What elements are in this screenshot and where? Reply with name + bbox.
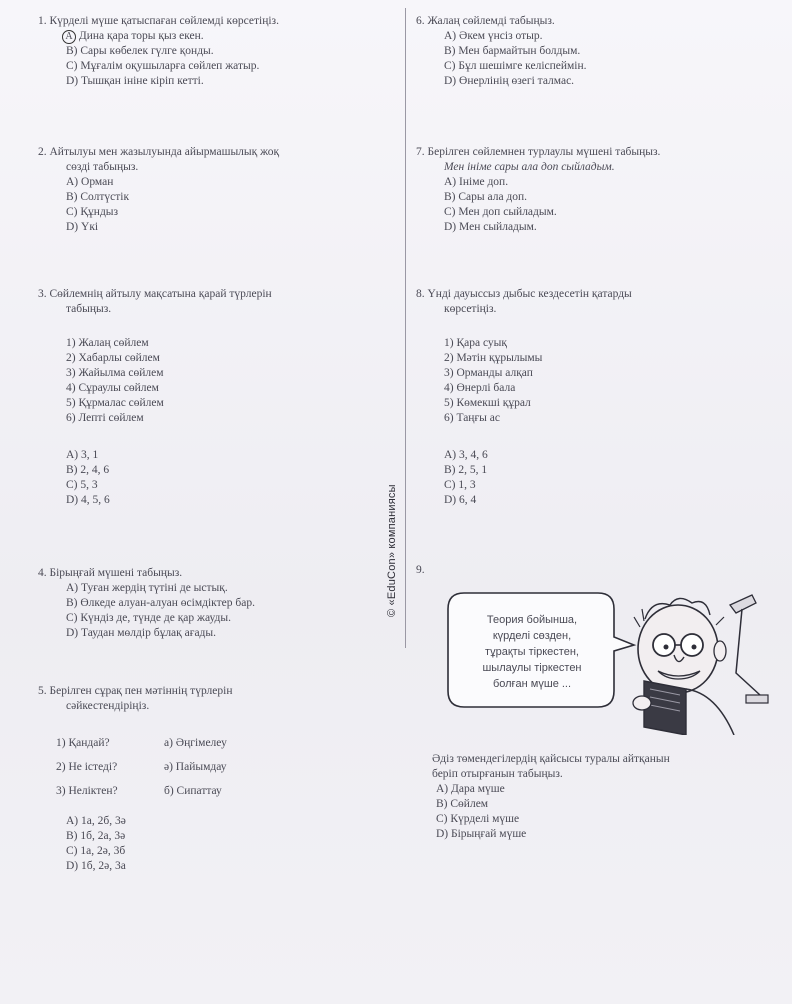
question-3-text-cont: табыңыз.	[66, 303, 112, 315]
question-9-option-d[interactable]: D) Бірыңғай мүше	[436, 828, 527, 840]
question-1-option-a[interactable]	[38, 29, 279, 44]
question-3-item: 3) Жайылма сөйлем	[66, 367, 164, 379]
question-9	[416, 563, 425, 578]
question-7-example: Мен інімe сары ала доп сыйладым.	[444, 161, 615, 173]
question-6	[416, 14, 587, 89]
question-7-option-a[interactable]: А) Інімe доп.	[444, 176, 509, 188]
question-5-option-c[interactable]: С) 1а, 2ә, 3б	[66, 845, 126, 857]
match-right: б) Сипаттау	[164, 785, 222, 797]
match-row	[38, 784, 233, 799]
question-3-item: 1) Жалаң сөйлем	[66, 337, 149, 349]
question-8	[416, 287, 632, 508]
question-2-text-cont: сөзді табыңыз.	[66, 161, 139, 173]
question-4	[38, 566, 255, 641]
question-3-item: 6) Лепті сөйлем	[66, 412, 144, 424]
option-a-text: Дина қара торы қыз екен.	[76, 30, 204, 42]
bubble-line: күрделі сөзден,	[492, 630, 572, 642]
bubble-line: болған мүше ...	[492, 678, 572, 690]
question-8-option-b[interactable]: В) 2, 5, 1	[444, 464, 488, 476]
question-4-option-b[interactable]: В) Өлкеде алуан-алуан өсімдіктер бар.	[66, 597, 255, 609]
question-8-item: 6) Таңғы ас	[444, 412, 500, 424]
question-8-text: 8. Үнді дауыссыз дыбыс кездесетін қатарды	[416, 288, 632, 300]
glasses-left-icon	[653, 634, 675, 656]
copyright-watermark	[386, 452, 402, 622]
match-right: ә) Пайымдау	[164, 761, 227, 773]
question-9-number: 9.	[416, 564, 425, 576]
question-5-option-b[interactable]: В) 1б, 2а, 3ә	[66, 830, 126, 842]
question-7	[416, 145, 660, 235]
match-row	[38, 736, 233, 751]
bubble-line: тұрақты тіркестен,	[485, 646, 579, 658]
hand-icon	[633, 696, 651, 710]
lamp-icon	[730, 595, 756, 613]
watermark-text: © «EduCon» компаниясы	[386, 484, 398, 617]
question-3-option-c[interactable]: С) 5, 3	[66, 479, 98, 491]
question-8-option-c[interactable]: С) 1, 3	[444, 479, 476, 491]
match-row	[38, 760, 233, 775]
question-1-option-c[interactable]: С) Мұғалім оқушыларға сөйлеп жатыр.	[66, 60, 260, 72]
question-8-item: 3) Орманды алқап	[444, 367, 533, 379]
speech-bubble-text	[452, 612, 612, 692]
match-left: 3) Неліктен?	[56, 785, 118, 797]
question-3-option-b[interactable]: В) 2, 4, 6	[66, 464, 110, 476]
question-6-option-b[interactable]: В) Мен бармайтын болдым.	[444, 45, 581, 57]
professor-head	[638, 605, 718, 693]
question-3-item: 2) Хабарлы сөйлем	[66, 352, 160, 364]
question-3	[38, 287, 272, 508]
question-3-option-d[interactable]: D) 4, 5, 6	[66, 494, 110, 506]
question-3-option-a[interactable]: А) 3, 1	[66, 449, 99, 461]
question-9-option-c[interactable]: С) Күрделі мүше	[436, 813, 520, 825]
question-2-option-b[interactable]: В) Солтүстік	[66, 191, 130, 203]
question-7-option-c[interactable]: С) Мен доп сыйладым.	[444, 206, 557, 218]
question-6-text: 6. Жалаң сөйлемді табыңыз.	[416, 15, 555, 27]
question-1-option-b[interactable]: В) Сары көбелек гүлге қонды.	[66, 45, 214, 57]
question-1	[38, 14, 279, 89]
question-5-option-d[interactable]: D) 1б, 2ә, 3а	[66, 860, 126, 872]
question-4-option-c[interactable]: С) Күндіз де, түнде де қар жауды.	[66, 612, 231, 624]
question-3-text: 3. Сөйлемнің айтылу мақсатына қарай түрлерін	[38, 288, 272, 300]
glasses-right-icon	[681, 634, 703, 656]
question-8-item: 1) Қара суық	[444, 337, 507, 349]
question-9-body	[432, 752, 670, 842]
match-right: а) Әңгімелеу	[164, 737, 227, 749]
question-8-option-d[interactable]: D) 6, 4	[444, 494, 477, 506]
question-2-option-a[interactable]: А) Орман	[66, 176, 114, 188]
column-divider	[405, 8, 406, 648]
question-5-text-cont: сәйкестендіріңіз.	[66, 700, 150, 712]
bubble-line: шылаулы тіркестен	[482, 662, 582, 674]
question-2-option-c[interactable]: С) Құндыз	[66, 206, 119, 218]
question-7-text: 7. Берілген сөйлемнен турлаулы мүшені табыңыз.	[416, 146, 661, 158]
question-9-text: Әдіз төмендегілердің қайсысы туралы айтқанын	[432, 753, 670, 765]
question-9-text-cont: беріп отырғанын табыңыз.	[432, 768, 563, 780]
question-2-option-d[interactable]: D) Үкі	[66, 221, 99, 233]
question-1-option-d[interactable]: D) Тышқан ініне кіріп кетті.	[66, 75, 204, 87]
match-left: 1) Қандай?	[56, 737, 110, 749]
question-7-option-b[interactable]: В) Сары ала доп.	[444, 191, 528, 203]
match-left: 2) Не істеді?	[56, 761, 118, 773]
question-9-option-a[interactable]: А) Дара мүше	[436, 783, 505, 795]
question-8-item: 4) Өнерлі бала	[444, 382, 516, 394]
question-5-option-a[interactable]: А) 1а, 2б, 3ә	[66, 815, 126, 827]
question-5	[38, 684, 233, 874]
question-2-text: 2. Айтылуы мен жазылуында айырмашылық жоқ	[38, 146, 280, 158]
question-6-option-c[interactable]: С) Бұл шешімге келіспеймін.	[444, 60, 587, 72]
question-3-item: 5) Құрмалас сөйлем	[66, 397, 164, 409]
question-8-item: 5) Көмекші құрал	[444, 397, 531, 409]
question-8-option-a[interactable]: А) 3, 4, 6	[444, 449, 488, 461]
question-2	[38, 145, 279, 235]
question-9-option-b[interactable]: В) Сөйлем	[436, 798, 489, 810]
question-1-text: 1. Күрделі мүше қатыспаған сөйлемді көрсетіңіз.	[38, 15, 279, 27]
question-8-text-cont: көрсетіңіз.	[444, 303, 497, 315]
question-6-option-d[interactable]: D) Өнерлінің өзегі талмас.	[444, 75, 575, 87]
question-6-option-a[interactable]: А) Әкем үнсіз отыр.	[444, 30, 543, 42]
question-4-option-a[interactable]: А) Туған жердің түтіні де ыстық.	[66, 582, 228, 594]
bubble-line: Теория бойынша,	[486, 614, 578, 626]
question-4-option-d[interactable]: D) Таудан мөлдір бұлақ ағады.	[66, 627, 216, 639]
question-7-option-d[interactable]: D) Мен сыйладым.	[444, 221, 537, 233]
question-8-item: 2) Мәтін құрылымы	[444, 352, 543, 364]
question-3-item: 4) Сұраулы сөйлем	[66, 382, 159, 394]
question-4-text: 4. Бірыңғай мүшені табыңыз.	[38, 567, 183, 579]
selected-answer-mark: А	[62, 30, 76, 44]
question-5-text: 5. Берілген сұрақ пен мәтіннің түрлерін	[38, 685, 233, 697]
